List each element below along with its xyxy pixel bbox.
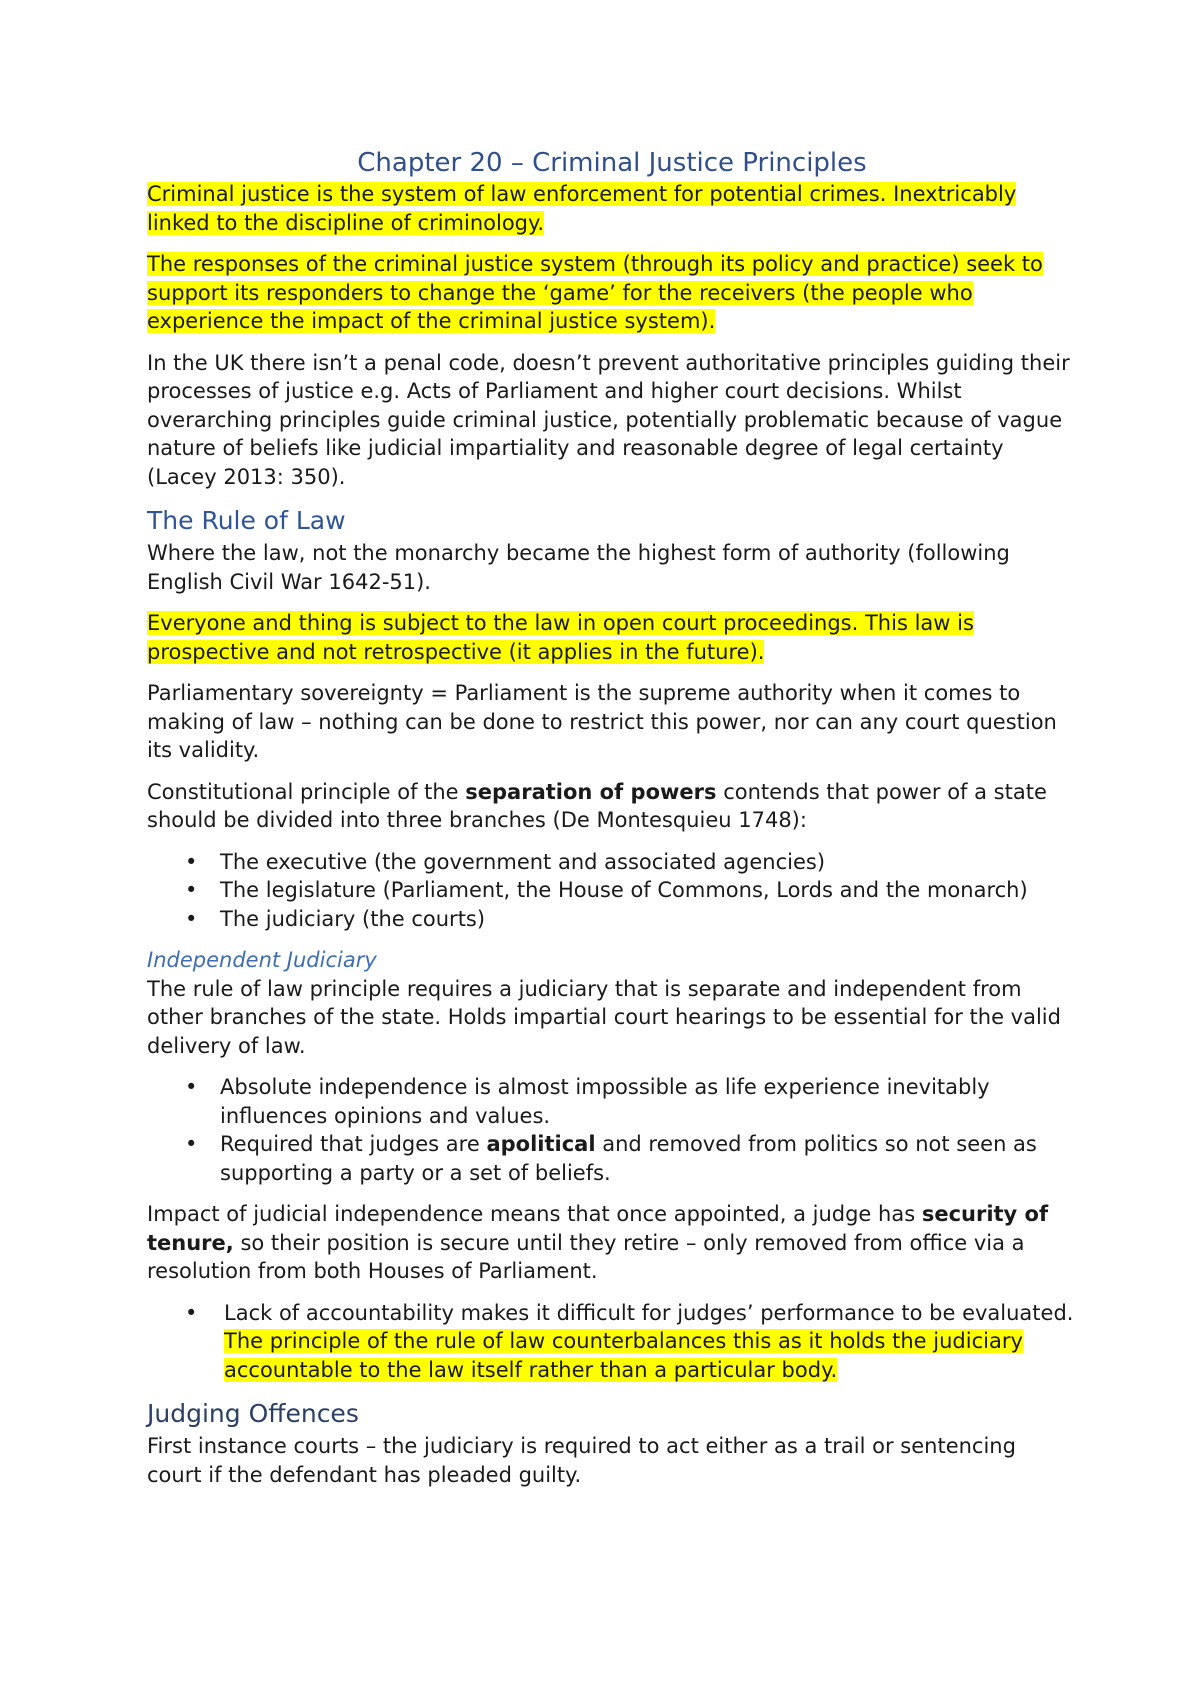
- highlighted-text: Everyone and thing is subject to the law in open court proceedings. This law is prospective and not retrospective (it applies in the future).: [147, 611, 974, 664]
- judging-offences-paragraph-1: First instance courts – the judiciary is required to act either as a trail or sentencing court if the defendant has pleaded guilty.: [147, 1434, 1016, 1487]
- bold-term: security of tenure,: [147, 1202, 1049, 1255]
- rule-of-law-paragraph-1: Where the law, not the monarchy became the highest form of authority (following English Civil War 1642-51).: [147, 541, 1010, 594]
- section-heading-rule-of-law: The Rule of Law: [147, 506, 346, 535]
- list-item: • The judiciary (the courts): [147, 905, 1077, 934]
- text-run: and removed from politics so not seen as supporting a party or a set of beliefs.: [220, 1132, 1037, 1185]
- section-heading-judging-offences: Judging Offences: [147, 1399, 359, 1428]
- judiciary-list: [147, 1073, 1077, 1187]
- highlighted-text: The responses of the criminal justice system (through its policy and practice) seek to support its responders to change the ‘game’ for the receivers (the people who experience the impact of the criminal justice system).: [147, 252, 1043, 333]
- bold-term: separation of powers: [465, 779, 717, 804]
- judiciary-paragraph-2: [147, 1200, 1077, 1286]
- list-item: • Absolute independence is almost impossible as life experience inevitably influences opinions and values.: [147, 1073, 1077, 1130]
- text-run: Impact of judicial independence means that once appointed, a judge has: [147, 1202, 922, 1226]
- page-title: Chapter 20 – Criminal Justice Principles: [357, 148, 867, 178]
- intro-paragraph-3: In the UK there isn’t a penal code, doesn’t prevent authoritative principles guiding their processes of justice e.g. Acts of Parliament and higher court decisions. Whilst overarching principles guide criminal justice, potentially problematic because of vague nature of beliefs like judicial impartiality and reasonable degree of legal certainty (Lacey 2013: 350).: [147, 350, 1070, 489]
- list-item: [147, 1299, 1077, 1385]
- intro-paragraph-1: [147, 180, 1077, 237]
- rule-of-law-paragraph-2: [147, 609, 1077, 666]
- highlighted-text: Criminal justice is the system of law enforcement for potential crimes. Inextricably linked to the discipline of criminology.: [147, 182, 1017, 235]
- list-item: [147, 1130, 1077, 1187]
- text-run: Lack of accountability makes it difficult for judges’ performance to be evaluated.: [224, 1300, 1074, 1325]
- rule-of-law-paragraph-3: Parliamentary sovereignty = Parliament is the supreme authority when it comes to making of law – nothing can be done to restrict this power, nor can any court question its validity.: [147, 681, 1057, 762]
- highlighted-text: The principle of the rule of law counterbalances this as it holds the judiciary accountable to the law itself rather than a particular body.: [224, 1329, 1023, 1382]
- bold-term: apolitical: [486, 1132, 596, 1156]
- list-item: • The executive (the government and associated agencies): [147, 848, 1077, 877]
- intro-paragraph-2: [147, 250, 1077, 336]
- branches-list: [147, 848, 1077, 934]
- rule-of-law-paragraph-4: [147, 778, 1077, 835]
- text-run: Required that judges are: [220, 1132, 487, 1156]
- list-item: • The legislature (Parliament, the House of Commons, Lords and the monarch): [147, 876, 1077, 905]
- document-body: [147, 146, 1077, 1502]
- subheading-independent-judiciary: Independent Judiciary: [147, 948, 377, 972]
- text-run: so their position is secure until they retire – only removed from office via a resolution from both Houses of Parliament.: [147, 1230, 1025, 1283]
- judiciary-paragraph-1: The rule of law principle requires a judiciary that is separate and independent from other branches of the state. Holds impartial court hearings to be essential for the valid delivery of law.: [147, 976, 1061, 1058]
- text-run: Constitutional principle of the: [147, 779, 466, 804]
- accountability-list: [147, 1299, 1077, 1385]
- text-run: contends that power of a state should be divided into three branches (De Montesquieu 1748):: [147, 779, 1047, 832]
